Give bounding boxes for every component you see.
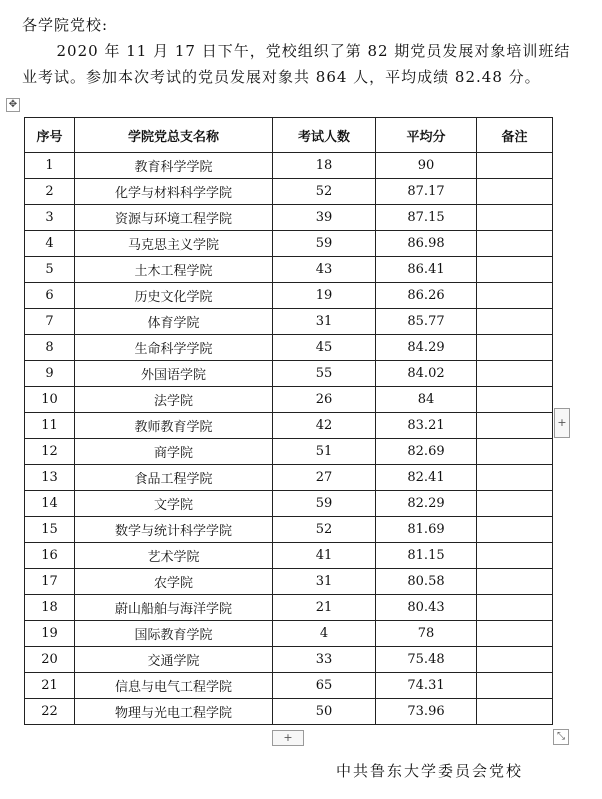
cell-average: 84.02 — [376, 361, 477, 387]
cell-index: 18 — [25, 595, 75, 621]
table-row — [25, 231, 553, 257]
add-column-button[interactable]: + — [554, 408, 570, 438]
cell-average: 80.43 — [376, 595, 477, 621]
table-resize-handle-icon[interactable]: ⤡ — [553, 729, 569, 745]
cell-college: 生命科学学院 — [75, 335, 273, 361]
cell-college: 马克思主义学院 — [75, 231, 273, 257]
cell-remarks — [477, 413, 553, 439]
cell-college: 教育科学学院 — [75, 153, 273, 179]
cell-average: 87.17 — [376, 179, 477, 205]
cell-remarks — [477, 179, 553, 205]
cell-average: 78 — [376, 621, 477, 647]
salutation: 各学院党校: — [22, 16, 109, 34]
cell-count: 33 — [273, 647, 376, 673]
cell-count: 43 — [273, 257, 376, 283]
cell-average: 86.41 — [376, 257, 477, 283]
cell-remarks — [477, 647, 553, 673]
table-row — [25, 621, 553, 647]
cell-college: 食品工程学院 — [75, 465, 273, 491]
cell-index: 1 — [25, 153, 75, 179]
cell-remarks — [477, 595, 553, 621]
cell-average: 87.15 — [376, 205, 477, 231]
cell-college: 蔚山船舶与海洋学院 — [75, 595, 273, 621]
cell-count: 21 — [273, 595, 376, 621]
cell-remarks — [477, 231, 553, 257]
cell-average: 86.98 — [376, 231, 477, 257]
cell-average: 90 — [376, 153, 477, 179]
cell-remarks — [477, 387, 553, 413]
cell-remarks — [477, 257, 553, 283]
cell-college: 信息与电气工程学院 — [75, 673, 273, 699]
cell-remarks — [477, 569, 553, 595]
header-college: 学院党总支名称 — [75, 118, 273, 153]
table-row — [25, 335, 553, 361]
cell-count: 55 — [273, 361, 376, 387]
cell-college: 国际教育学院 — [75, 621, 273, 647]
table-row — [25, 595, 553, 621]
cell-remarks — [477, 283, 553, 309]
cell-index: 6 — [25, 283, 75, 309]
cell-average: 82.69 — [376, 439, 477, 465]
cell-index: 20 — [25, 647, 75, 673]
cell-index: 22 — [25, 699, 75, 725]
cell-remarks — [477, 309, 553, 335]
cell-index: 14 — [25, 491, 75, 517]
cell-average: 84 — [376, 387, 477, 413]
table-row — [25, 465, 553, 491]
table-header-row — [25, 118, 553, 153]
cell-count: 59 — [273, 231, 376, 257]
cell-count: 4 — [273, 621, 376, 647]
cell-average: 83.21 — [376, 413, 477, 439]
cell-index: 19 — [25, 621, 75, 647]
cell-index: 21 — [25, 673, 75, 699]
cell-count: 26 — [273, 387, 376, 413]
table-row — [25, 439, 553, 465]
cell-remarks — [477, 543, 553, 569]
cell-average: 80.58 — [376, 569, 477, 595]
header-count: 考试人数 — [273, 118, 376, 153]
cell-index: 5 — [25, 257, 75, 283]
cell-college: 物理与光电工程学院 — [75, 699, 273, 725]
cell-average: 82.41 — [376, 465, 477, 491]
header-remarks: 备注 — [477, 118, 553, 153]
cell-index: 15 — [25, 517, 75, 543]
cell-remarks — [477, 439, 553, 465]
table-row — [25, 153, 553, 179]
table-row — [25, 205, 553, 231]
cell-index: 4 — [25, 231, 75, 257]
cell-average: 82.29 — [376, 491, 477, 517]
cell-average: 74.31 — [376, 673, 477, 699]
cell-index: 17 — [25, 569, 75, 595]
table-row — [25, 543, 553, 569]
table-row — [25, 361, 553, 387]
cell-college: 数学与统计科学学院 — [75, 517, 273, 543]
cell-count: 65 — [273, 673, 376, 699]
signature: 中共鲁东大学委员会党校 — [336, 762, 524, 780]
cell-index: 13 — [25, 465, 75, 491]
cell-count: 31 — [273, 309, 376, 335]
cell-college: 体育学院 — [75, 309, 273, 335]
add-row-button[interactable]: + — [272, 730, 304, 746]
table-row — [25, 569, 553, 595]
cell-college: 文学院 — [75, 491, 273, 517]
cell-college: 交通学院 — [75, 647, 273, 673]
cell-count: 39 — [273, 205, 376, 231]
table-row — [25, 179, 553, 205]
table-row — [25, 309, 553, 335]
cell-count: 31 — [273, 569, 376, 595]
cell-college: 法学院 — [75, 387, 273, 413]
cell-count: 42 — [273, 413, 376, 439]
cell-index: 16 — [25, 543, 75, 569]
cell-average: 85.77 — [376, 309, 477, 335]
intro-paragraph: 2020 年 11 月 17 日下午，党校组织了第 82 期党员发展对象培训班结业考试。参加本次考试的党员发展对象共 864 人，平均成绩 82.48 分。 — [22, 42, 571, 86]
cell-count: 41 — [273, 543, 376, 569]
cell-average: 75.48 — [376, 647, 477, 673]
cell-index: 2 — [25, 179, 75, 205]
cell-college: 农学院 — [75, 569, 273, 595]
table-row — [25, 517, 553, 543]
cell-index: 12 — [25, 439, 75, 465]
cell-count: 18 — [273, 153, 376, 179]
cell-college: 化学与材料科学学院 — [75, 179, 273, 205]
cell-college: 艺术学院 — [75, 543, 273, 569]
cell-college: 历史文化学院 — [75, 283, 273, 309]
cell-remarks — [477, 205, 553, 231]
cell-remarks — [477, 361, 553, 387]
cell-average: 84.29 — [376, 335, 477, 361]
cell-index: 9 — [25, 361, 75, 387]
cell-index: 3 — [25, 205, 75, 231]
table-row — [25, 257, 553, 283]
cell-average: 73.96 — [376, 699, 477, 725]
table-row — [25, 673, 553, 699]
cell-college: 资源与环境工程学院 — [75, 205, 273, 231]
cell-average: 81.15 — [376, 543, 477, 569]
cell-average: 81.69 — [376, 517, 477, 543]
cell-count: 27 — [273, 465, 376, 491]
cell-college: 外国语学院 — [75, 361, 273, 387]
cell-remarks — [477, 517, 553, 543]
cell-college: 土木工程学院 — [75, 257, 273, 283]
cell-count: 50 — [273, 699, 376, 725]
cell-index: 11 — [25, 413, 75, 439]
cell-index: 8 — [25, 335, 75, 361]
table-row — [25, 491, 553, 517]
cell-remarks — [477, 673, 553, 699]
cell-remarks — [477, 621, 553, 647]
cell-college: 商学院 — [75, 439, 273, 465]
cell-remarks — [477, 153, 553, 179]
cell-remarks — [477, 335, 553, 361]
table-row — [25, 413, 553, 439]
table-row — [25, 647, 553, 673]
table-row — [25, 283, 553, 309]
cell-remarks — [477, 699, 553, 725]
cell-count: 52 — [273, 179, 376, 205]
header-average: 平均分 — [376, 118, 477, 153]
cell-index: 7 — [25, 309, 75, 335]
table-body — [25, 153, 553, 725]
cell-index: 10 — [25, 387, 75, 413]
cell-college: 教师教育学院 — [75, 413, 273, 439]
cell-count: 45 — [273, 335, 376, 361]
results-table — [24, 117, 553, 725]
cell-average: 86.26 — [376, 283, 477, 309]
cell-count: 59 — [273, 491, 376, 517]
header-index: 序号 — [25, 118, 75, 153]
table-move-handle-icon[interactable]: ✥ — [6, 98, 20, 112]
cell-count: 52 — [273, 517, 376, 543]
cell-count: 19 — [273, 283, 376, 309]
cell-remarks — [477, 491, 553, 517]
table-row — [25, 699, 553, 725]
cell-count: 51 — [273, 439, 376, 465]
cell-remarks — [477, 465, 553, 491]
table-row — [25, 387, 553, 413]
